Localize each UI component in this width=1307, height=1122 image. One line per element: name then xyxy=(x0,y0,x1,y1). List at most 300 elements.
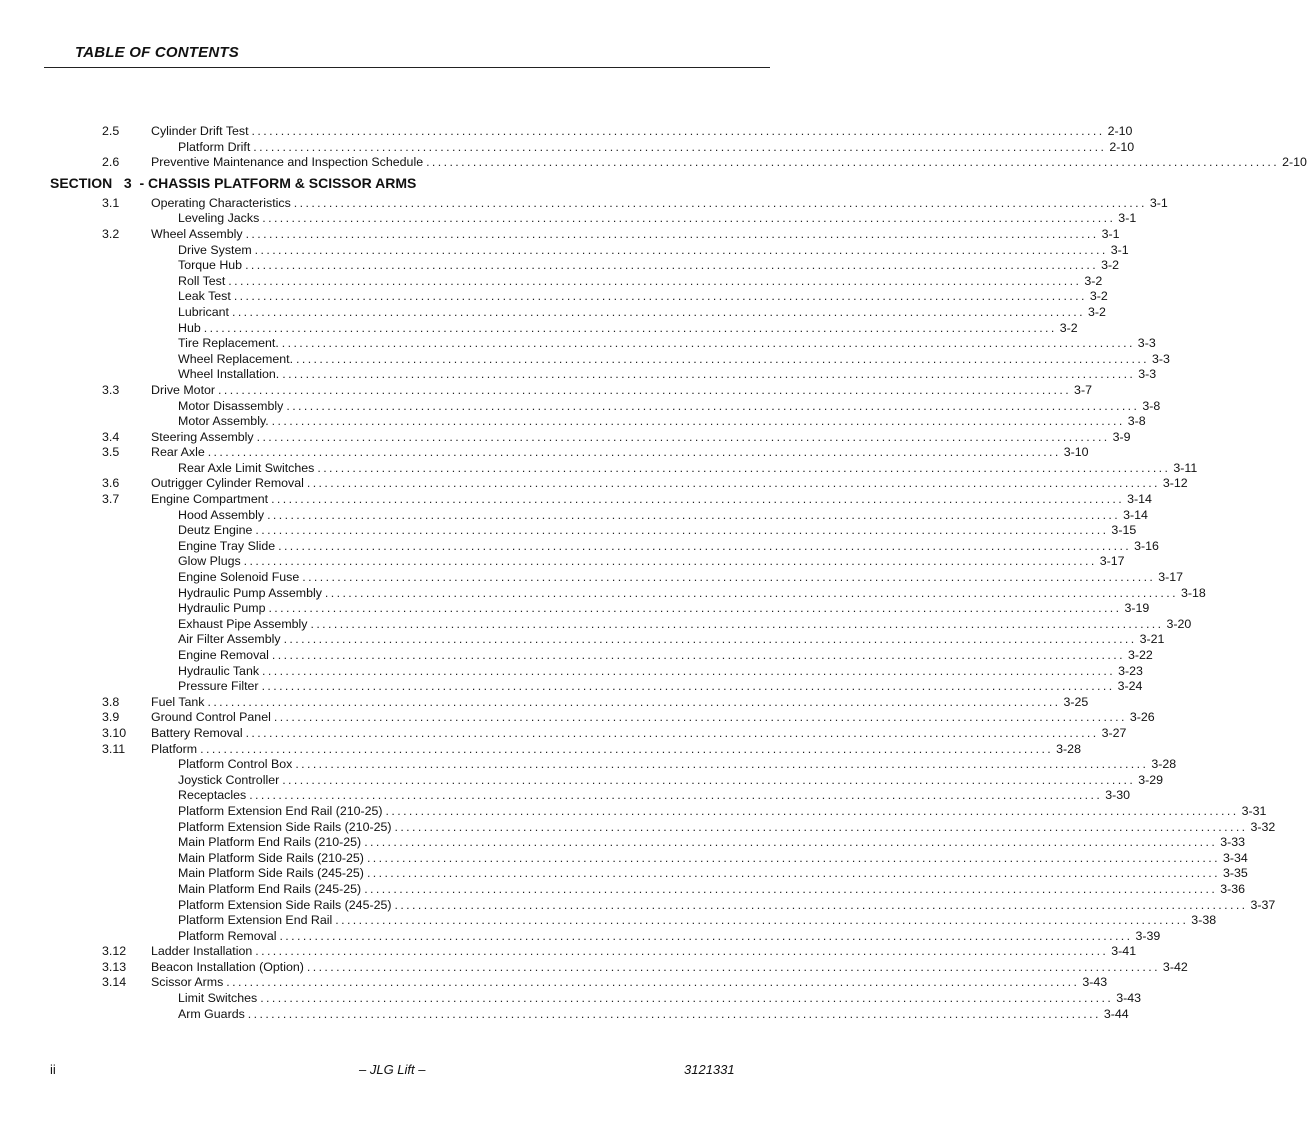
toc-entry-line xyxy=(178,1006,1129,1023)
toc-entry-title: Platform xyxy=(151,741,198,756)
toc-entry-page: 3-19 xyxy=(1124,601,1150,616)
toc-entry-title: Ground Control Panel xyxy=(151,710,271,725)
dot-leader: .................................................................................................................................................. xyxy=(255,944,1109,959)
toc-entry-line xyxy=(151,710,1155,726)
toc-entry-number: 3.13 xyxy=(102,959,127,974)
toc-entry-page: 2-10 xyxy=(1107,124,1133,138)
toc-entry-title: Drive System xyxy=(178,242,252,257)
toc-entry[interactable] xyxy=(0,1006,1129,1023)
toc-entry-page: 3-14 xyxy=(1127,492,1152,507)
toc-entry-page: 3-3 xyxy=(1137,336,1156,351)
page-header-title: TABLE OF CONTENTS xyxy=(75,44,239,61)
dot-leader: .................................................................................................................................................. xyxy=(253,139,1107,154)
toc-entry-page: 3-37 xyxy=(1250,897,1276,912)
toc-entry-page: 3-43 xyxy=(1082,975,1108,990)
toc-entry[interactable] xyxy=(0,336,1156,352)
toc-entry[interactable] xyxy=(0,803,1267,820)
dot-leader: .................................................................................................................................................. xyxy=(394,897,1248,912)
toc-entry-title: Platform Extension Side Rails (245-25) xyxy=(178,897,392,912)
toc-entry[interactable] xyxy=(0,679,1143,695)
dot-leader: .................................................................................................................................................. xyxy=(324,585,1178,600)
toc-entry-title: Deutz Engine xyxy=(178,523,253,538)
dot-leader: .................................................................................................................................................. xyxy=(200,741,1054,756)
toc-entry-number: 3.12 xyxy=(102,944,127,959)
toc-entry-title: Hydraulic Pump Assembly xyxy=(178,585,322,600)
toc-entry[interactable] xyxy=(0,155,1307,171)
toc-entry-page: 2-10 xyxy=(1109,139,1135,154)
toc-entry[interactable] xyxy=(0,897,1276,914)
toc-entry-line xyxy=(178,835,1246,851)
toc-entry-page: 3-8 xyxy=(1142,398,1161,413)
toc-entry-title: Wheel Replacement. xyxy=(178,351,294,366)
toc-entry-line xyxy=(178,273,1103,290)
toc-entry-page: 3-17 xyxy=(1099,554,1125,569)
toc-entry-title: Roll Test xyxy=(178,273,226,288)
toc-entry-line xyxy=(151,155,1307,171)
toc-entry[interactable] xyxy=(0,320,1078,337)
dot-leader: .................................................................................................................................................. xyxy=(233,289,1087,304)
toc-entry[interactable] xyxy=(0,242,1129,259)
dot-leader: .................................................................................................................................................. xyxy=(394,819,1248,834)
toc-entry-line xyxy=(178,679,1143,695)
toc-entry-line xyxy=(151,959,1188,976)
toc-entry[interactable] xyxy=(0,476,1188,492)
footer-page-number: ii xyxy=(50,1062,56,1077)
dot-leader: .................................................................................................................................................. xyxy=(245,258,1099,273)
dot-leader: .................................................................................................................................................. xyxy=(203,320,1057,335)
toc-entry[interactable] xyxy=(0,226,1120,243)
dot-leader: .................................................................................................................................................. xyxy=(228,273,1082,288)
toc-entry-line xyxy=(178,819,1276,836)
toc-entry[interactable] xyxy=(0,382,1092,399)
toc-entry[interactable] xyxy=(0,725,1127,742)
toc-entry-page: 3-1 xyxy=(1101,226,1120,241)
toc-entry-title: Ladder Installation xyxy=(151,944,253,959)
toc-entry-number: 3.1 xyxy=(102,195,120,210)
dot-leader: .................................................................................................................................................. xyxy=(243,554,1097,569)
toc-entry-page: 3-15 xyxy=(1111,523,1137,538)
toc-entry-title: Beacon Installation (Option) xyxy=(151,959,304,974)
toc-entry-line xyxy=(151,944,1137,960)
toc-entry-line xyxy=(178,866,1248,882)
toc-entry-number: 3.11 xyxy=(102,741,126,756)
toc-entry-line xyxy=(178,913,1217,929)
toc-entry-page: 3-7 xyxy=(1074,382,1092,397)
toc-entry[interactable] xyxy=(0,741,1081,758)
dot-leader: .................................................................................................................................................. xyxy=(279,928,1133,943)
dot-leader: .................................................................................................................................................. xyxy=(281,336,1135,351)
toc-entry-title: Engine Tray Slide xyxy=(178,538,276,553)
toc-entry-line xyxy=(178,850,1248,867)
toc-entry-line xyxy=(151,492,1152,508)
toc-entry-page: 3-2 xyxy=(1059,320,1078,335)
toc-entry-title: Preventive Maintenance and Inspection Schedule xyxy=(151,155,424,170)
toc-entry[interactable] xyxy=(0,959,1188,976)
toc-entry-page: 3-39 xyxy=(1135,928,1161,943)
toc-entry-line xyxy=(178,881,1246,898)
toc-entry-line xyxy=(178,897,1276,914)
dot-leader: .................................................................................................................................................. xyxy=(261,679,1115,694)
toc-entry[interactable] xyxy=(0,554,1125,570)
toc-entry-line xyxy=(178,139,1135,156)
toc-entry-line xyxy=(178,507,1148,524)
dot-leader: .................................................................................................................................................. xyxy=(335,913,1189,928)
toc-entry[interactable] xyxy=(0,211,1137,227)
toc-entry-page: 3-1 xyxy=(1118,211,1137,226)
dot-leader: .................................................................................................................................................. xyxy=(426,155,1280,170)
toc-entry-page: 3-25 xyxy=(1063,694,1089,709)
toc-entry-page: 3-44 xyxy=(1103,1006,1129,1021)
dot-leader: .................................................................................................................................................. xyxy=(296,351,1150,366)
toc-entry-page: 3-24 xyxy=(1117,679,1143,694)
toc-entry-line xyxy=(178,320,1078,337)
toc-entry-number: 3.3 xyxy=(102,382,120,397)
toc-entry[interactable] xyxy=(0,913,1217,929)
toc-entry-title: Main Platform End Rails (210-25) xyxy=(178,835,362,850)
toc-entry-line xyxy=(178,414,1146,430)
toc-entry-title: Torque Hub xyxy=(178,258,243,273)
toc-entry-line xyxy=(178,367,1157,383)
toc-entry-page: 3-30 xyxy=(1105,788,1131,803)
footer-doc-number: 3121331 xyxy=(684,1062,735,1077)
toc-entry[interactable] xyxy=(0,538,1159,555)
dot-leader: .................................................................................................................................................. xyxy=(271,492,1125,507)
toc-entry-page: 3-36 xyxy=(1220,881,1246,896)
toc-entry-page: 3-2 xyxy=(1088,304,1106,319)
toc-entry-number: 3.2 xyxy=(102,226,120,241)
toc-entry-number: 3.7 xyxy=(102,492,120,507)
toc-entry-page: 3-2 xyxy=(1084,273,1103,288)
toc-entry-title: Hood Assembly xyxy=(178,507,265,522)
toc-entry-title: Rear Axle Limit Switches xyxy=(178,460,315,475)
dot-leader: .................................................................................................................................................. xyxy=(310,616,1164,631)
toc-entry-page: 3-41 xyxy=(1111,944,1137,959)
toc-entry-line xyxy=(178,398,1161,415)
toc-entry[interactable] xyxy=(0,507,1148,524)
toc-entry-line xyxy=(178,554,1125,570)
toc-entry-title: Scissor Arms xyxy=(151,975,224,990)
toc-entry-line xyxy=(151,195,1168,212)
toc-entry-title: Motor Assembly. xyxy=(178,414,269,429)
toc-entry[interactable] xyxy=(0,928,1161,945)
toc-entry-page: 3-26 xyxy=(1129,710,1155,725)
dot-leader: .................................................................................................................................................. xyxy=(231,304,1085,319)
toc-entry-line xyxy=(178,211,1137,227)
toc-entry[interactable] xyxy=(0,788,1131,804)
table-of-contents xyxy=(0,124,1307,1022)
dot-leader: .................................................................................................................................................. xyxy=(247,1006,1101,1021)
toc-entry-title: Motor Disassembly xyxy=(178,398,284,413)
dot-leader: .................................................................................................................................................. xyxy=(256,429,1110,444)
toc-entry-page: 3-14 xyxy=(1123,507,1148,522)
toc-entry-line xyxy=(151,226,1120,243)
dot-leader: .................................................................................................................................................. xyxy=(245,725,1099,740)
toc-entry[interactable] xyxy=(0,601,1150,617)
toc-entry-title: Hydraulic Tank xyxy=(178,663,260,678)
toc-entry-line xyxy=(178,601,1150,617)
toc-entry-title: Drive Motor xyxy=(151,382,216,397)
toc-entry-number: 3.14 xyxy=(102,975,127,990)
toc-entry[interactable] xyxy=(0,881,1246,898)
toc-entry-line xyxy=(178,616,1192,633)
toc-entry-line xyxy=(178,803,1267,820)
toc-entry-title: Leak Test xyxy=(178,289,231,304)
toc-entry-page: 3-8 xyxy=(1127,414,1146,429)
toc-entry[interactable] xyxy=(0,304,1106,321)
toc-entry[interactable] xyxy=(0,351,1170,368)
toc-entry-line xyxy=(151,725,1127,742)
toc-entry-page: 3-9 xyxy=(1112,429,1131,444)
toc-entry[interactable] xyxy=(0,429,1131,446)
toc-entry-title: Lubricant xyxy=(178,304,229,319)
toc-entry-title: Limit Switches xyxy=(178,991,258,1006)
toc-entry-number: 2.5 xyxy=(102,124,120,138)
toc-entry[interactable] xyxy=(0,648,1153,664)
dot-leader: .................................................................................................................................................. xyxy=(262,663,1116,678)
toc-entry[interactable] xyxy=(0,273,1103,290)
dot-leader: .................................................................................................................................................. xyxy=(306,476,1160,491)
toc-entry[interactable] xyxy=(0,975,1108,991)
toc-entry-line xyxy=(178,928,1161,945)
toc-entry-title: Hydraulic Pump xyxy=(178,601,266,616)
toc-entry-title: Wheel Assembly xyxy=(151,226,243,241)
toc-entry[interactable] xyxy=(0,991,1142,1007)
toc-entry-line xyxy=(178,663,1143,680)
dot-leader: .................................................................................................................................................. xyxy=(271,414,1125,429)
toc-entry-page: 3-34 xyxy=(1222,850,1248,865)
toc-entry-number: 3.9 xyxy=(102,710,120,725)
toc-entry-line xyxy=(151,694,1089,711)
toc-entry-page: 3-17 xyxy=(1158,570,1184,585)
dot-leader: .................................................................................................................................................. xyxy=(302,570,1156,585)
toc-entry[interactable] xyxy=(0,289,1108,305)
toc-entry-line xyxy=(151,124,1133,140)
dot-leader: .................................................................................................................................................. xyxy=(278,538,1132,553)
toc-entry-title: Tire Replacement. xyxy=(178,336,279,351)
toc-entry-page: 3-22 xyxy=(1127,648,1153,662)
toc-entry-title: Wheel Installation. xyxy=(178,367,280,382)
dot-leader: .................................................................................................................................................. xyxy=(267,507,1121,522)
dot-leader: .................................................................................................................................................. xyxy=(207,445,1061,460)
dot-leader: .................................................................................................................................................. xyxy=(364,835,1218,850)
toc-entry-page: 3-2 xyxy=(1089,289,1108,304)
toc-entry[interactable] xyxy=(0,460,1198,477)
toc-entry-title: Outrigger Cylinder Removal xyxy=(151,476,304,491)
toc-entry-line xyxy=(178,351,1170,368)
toc-entry-line xyxy=(151,741,1081,758)
toc-entry-line xyxy=(178,304,1106,321)
toc-entry-title: Cylinder Drift Test xyxy=(151,124,249,138)
toc-entry-line xyxy=(151,476,1188,492)
section-heading: SECTION 3 - CHASSIS PLATFORM & SCISSOR ARMS xyxy=(50,174,417,191)
dot-leader: .................................................................................................................................................. xyxy=(262,211,1116,226)
toc-entry[interactable] xyxy=(0,124,1133,140)
dot-leader: .................................................................................................................................................. xyxy=(286,398,1140,413)
dot-leader: .................................................................................................................................................. xyxy=(251,124,1105,138)
toc-entry-page: 3-18 xyxy=(1180,585,1206,600)
toc-entry-page: 3-1 xyxy=(1149,195,1168,210)
toc-entry-title: Main Platform End Rails (245-25) xyxy=(178,881,362,896)
toc-entry[interactable] xyxy=(0,694,1089,711)
dot-leader: .................................................................................................................................................. xyxy=(282,772,1136,787)
dot-leader: .................................................................................................................................................. xyxy=(293,195,1147,210)
toc-entry-title: Platform Removal xyxy=(178,928,277,943)
toc-entry-title: Air Filter Assembly xyxy=(178,632,281,647)
toc-entry-line xyxy=(178,289,1108,305)
dot-leader: .................................................................................................................................................. xyxy=(226,975,1080,990)
toc-entry[interactable] xyxy=(0,616,1192,633)
toc-entry-page: 3-3 xyxy=(1138,367,1157,382)
toc-entry-title: Receptacles xyxy=(178,788,247,803)
toc-entry-line xyxy=(151,975,1108,991)
toc-entry-number: 3.4 xyxy=(102,429,120,444)
dot-leader: .................................................................................................................................................. xyxy=(249,788,1103,803)
toc-entry[interactable] xyxy=(0,663,1143,680)
dot-leader: .................................................................................................................................................. xyxy=(364,881,1218,896)
dot-leader: .................................................................................................................................................. xyxy=(366,866,1220,881)
toc-entry-page: 3-20 xyxy=(1166,616,1192,631)
dot-leader: .................................................................................................................................................. xyxy=(295,757,1149,772)
toc-entry-title: Steering Assembly xyxy=(151,429,254,444)
toc-entry[interactable] xyxy=(0,866,1248,882)
toc-entry-line xyxy=(178,772,1164,789)
toc-entry-page: 3-35 xyxy=(1222,866,1248,881)
toc-entry-page: 3-23 xyxy=(1118,663,1143,678)
toc-entry[interactable] xyxy=(0,944,1137,960)
toc-entry-page: 3-32 xyxy=(1250,819,1276,834)
toc-entry-line xyxy=(178,585,1206,602)
toc-entry-number: 3.6 xyxy=(102,476,120,491)
toc-entry-page: 3-31 xyxy=(1241,803,1267,818)
toc-entry-page: 3-21 xyxy=(1139,632,1165,647)
dot-leader: .................................................................................................................................................. xyxy=(218,382,1072,397)
dot-leader: .................................................................................................................................................. xyxy=(255,523,1109,538)
toc-entry-title: Exhaust Pipe Assembly xyxy=(178,616,308,631)
toc-entry-line xyxy=(178,242,1129,259)
toc-entry-title: Platform Extension Side Rails (210-25) xyxy=(178,819,392,834)
toc-entry-title: Rear Axle xyxy=(151,445,205,460)
toc-entry-page: 3-1 xyxy=(1110,242,1129,257)
toc-entry-line xyxy=(178,757,1177,773)
toc-entry[interactable] xyxy=(0,757,1177,773)
toc-entry[interactable] xyxy=(0,835,1246,851)
toc-entry[interactable] xyxy=(0,772,1164,789)
dot-leader: .................................................................................................................................................. xyxy=(366,850,1220,865)
toc-entry-page: 2-10 xyxy=(1282,155,1307,170)
toc-entry-line xyxy=(178,336,1156,352)
toc-entry[interactable] xyxy=(0,195,1168,212)
toc-entry-title: Fuel Tank xyxy=(151,694,205,709)
toc-entry-line xyxy=(178,460,1198,477)
toc-entry-title: Operating Characteristics xyxy=(151,195,291,210)
toc-entry[interactable] xyxy=(0,398,1161,415)
toc-entry[interactable] xyxy=(0,139,1135,156)
dot-leader: .................................................................................................................................................. xyxy=(254,242,1108,257)
dot-leader: .................................................................................................................................................. xyxy=(260,991,1114,1006)
toc-entry[interactable] xyxy=(0,819,1276,836)
toc-entry-title: Engine Compartment xyxy=(151,492,269,507)
toc-entry-page: 3-3 xyxy=(1152,351,1170,366)
toc-entry-page: 3-28 xyxy=(1056,741,1081,756)
toc-entry-page: 3-11 xyxy=(1173,460,1198,475)
toc-entry-title: Leveling Jacks xyxy=(178,211,260,226)
toc-entry-line xyxy=(178,258,1119,274)
toc-entry-line xyxy=(178,570,1184,586)
toc-entry-page: 3-43 xyxy=(1116,991,1142,1006)
toc-entry-line xyxy=(178,788,1131,804)
toc-entry-title: Joystick Controller xyxy=(178,772,280,787)
dot-leader: .................................................................................................................................................. xyxy=(271,648,1125,662)
toc-entry-number: 2.6 xyxy=(102,155,120,170)
toc-section-3-list xyxy=(0,195,1276,1022)
toc-entry-title: Platform Extension End Rail (210-25) xyxy=(178,803,383,818)
toc-entry-line xyxy=(178,991,1142,1007)
toc-entry-title: Main Platform Side Rails (210-25) xyxy=(178,850,364,865)
toc-entry-title: Engine Removal xyxy=(178,648,269,662)
dot-leader: .................................................................................................................................................. xyxy=(282,367,1136,382)
toc-entry-page: 3-10 xyxy=(1063,445,1089,460)
footer-publisher: – JLG Lift – xyxy=(359,1062,426,1077)
header-divider xyxy=(44,67,770,68)
toc-entry-title: Engine Solenoid Fuse xyxy=(178,570,300,585)
toc-entry-line xyxy=(178,648,1153,664)
toc-entry-page: 3-28 xyxy=(1151,757,1177,772)
toc-pre-section-list xyxy=(0,124,1307,171)
toc-entry[interactable] xyxy=(0,414,1146,430)
toc-entry[interactable] xyxy=(0,710,1155,726)
dot-leader: .................................................................................................................................................. xyxy=(385,803,1239,818)
toc-entry-title: Hub xyxy=(178,320,201,335)
dot-leader: .................................................................................................................................................. xyxy=(207,694,1061,709)
toc-entry-page: 3-42 xyxy=(1162,959,1188,974)
toc-entry-page: 3-2 xyxy=(1101,258,1119,273)
toc-entry-page: 3-38 xyxy=(1191,913,1217,928)
dot-leader: .................................................................................................................................................. xyxy=(283,632,1137,647)
toc-entry-line xyxy=(178,632,1165,648)
toc-entry[interactable] xyxy=(0,850,1248,867)
toc-entry[interactable] xyxy=(0,445,1089,461)
toc-entry[interactable] xyxy=(0,367,1157,383)
toc-entry-number: 3.10 xyxy=(102,725,127,740)
dot-leader: .................................................................................................................................................. xyxy=(306,959,1160,974)
toc-entry-title: Platform Control Box xyxy=(178,757,293,772)
toc-entry[interactable] xyxy=(0,570,1184,586)
toc-entry[interactable] xyxy=(0,585,1206,602)
dot-leader: .................................................................................................................................................. xyxy=(245,226,1099,241)
toc-entry-page: 3-33 xyxy=(1220,835,1246,850)
toc-entry-title: Main Platform Side Rails (245-25) xyxy=(178,866,364,881)
dot-leader: .................................................................................................................................................. xyxy=(317,460,1171,475)
toc-entry-page: 3-29 xyxy=(1138,772,1164,787)
toc-entry-page: 3-27 xyxy=(1101,725,1127,740)
toc-entry-line xyxy=(151,429,1131,446)
toc-entry-title: Platform Drift xyxy=(178,139,251,154)
toc-entry-line xyxy=(178,523,1137,539)
toc-entry[interactable] xyxy=(0,523,1137,539)
toc-entry-number: 3.5 xyxy=(102,445,120,460)
toc-entry[interactable] xyxy=(0,632,1165,648)
toc-entry-page: 3-12 xyxy=(1162,476,1188,491)
dot-leader: .................................................................................................................................................. xyxy=(268,601,1122,616)
toc-entry-line xyxy=(178,538,1159,555)
toc-entry-title: Arm Guards xyxy=(178,1006,245,1021)
toc-entry-title: Pressure Filter xyxy=(178,679,259,694)
toc-entry-title: Battery Removal xyxy=(151,725,243,740)
toc-entry-line xyxy=(151,445,1089,461)
toc-entry[interactable] xyxy=(0,492,1152,508)
toc-entry-title: Glow Plugs xyxy=(178,554,241,569)
toc-entry[interactable] xyxy=(0,258,1119,274)
